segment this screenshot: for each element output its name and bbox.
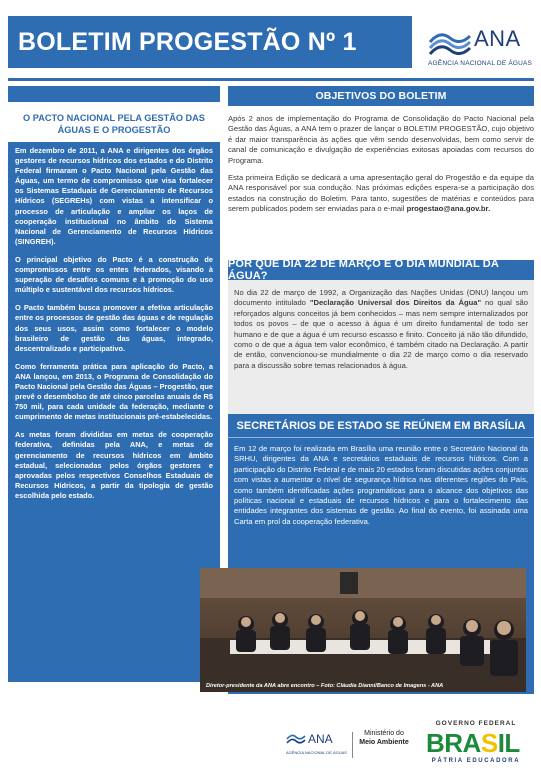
left-paragraph: O Pacto também busca promover a efetiva articulação entre os processos de gestão das águas e de regulação dos seus usos, assim como fortalecer o modelo brasileiro de gestão das águas, integrado, descentralizado e participativo. [15, 303, 213, 353]
secretarios-body: Em 12 de março foi realizada em Brasília uma reunião entre o Secretário Nacional da SRHU, dirigentes da ANA e secretários estaduais de recursos hídricos. Com a participação do Distrito Federal e de mais 20 estados foram discutidas ações conjuntas com vistas a aumentar o nível de segurança hídrica nas diferentes regiões do País, como também identificadas ações programáticas para o alcance dos objetivos das políticas nacional e estaduais de recursos hídricos e para o fortalecimento das entidades integrantes dos sistemas de gestão. Ao final do evento, foi assinada uma Carta em prol da cooperação federativa. [234, 444, 528, 526]
left-paragraph: Como ferramenta prática para aplicação do Pacto, a ANA lançou, em 2013, o Programa de Consolidação do Pacto Nacional pela Gestão das Águas – Progestão, que prevê o desembolso de até cinco parcelas anuais de R$ 750 mil, para cada unidade da federação, mediante o cumprimento de metas institucionais pré-estabelecidas. [15, 361, 213, 422]
objetivos-section [228, 86, 534, 222]
objetivos-paragraph-2 [228, 173, 534, 215]
brasil-part-1: BRA [426, 728, 481, 758]
meio-ambiente-label: Meio Ambiente [359, 738, 409, 746]
footer-ana-logo [286, 732, 346, 762]
ministerio-label: Ministério do [364, 730, 404, 737]
brasil-part-2: S [480, 728, 498, 758]
pacto-text-box [8, 142, 220, 682]
dia-agua-paragraph [234, 288, 528, 371]
objetivos-paragraph-1: Após 2 anos de implementação do Programa de Consolidação do Pacto Nacional pela Gestão das Águas, a ANA tem o prazer de lançar o BOLETIM PROGESTÃO, cujo objetivo é dar maior transparência às ações que vêm sendo desenvolvidas, bem como servir de canal de comunicação e divulgação de experiências exitosas apoiadas com recursos do Programa. [228, 114, 534, 165]
dia-agua-body [228, 280, 534, 371]
secretarios-title: SECRETÁRIOS DE ESTADO SE REÚNEM EM BRASÍLIA [228, 414, 534, 438]
left-top-bar [8, 86, 220, 102]
governo-federal-label: GOVERNO FEDERAL [435, 720, 517, 727]
left-paragraph: Em dezembro de 2011, a ANA e dirigentes dos órgãos gestores de recursos hídricos dos estados e do Distrito Federal firmaram o Pacto Nacional pela Gestão das Águas, um termo de compromisso que visa fortalecer os Sistemas Estaduais de Gerenciamento de Recursos Hídricos (SEGREHs) com vistas a intensificar o processo de articulação e ampliar os laços de cooperação institucional no âmbito do Sistema Nacional de Gerenciamento de Recursos Hídricos (SINGREH). [15, 146, 213, 246]
meeting-photo-image [200, 568, 526, 692]
governo-federal-logo [420, 720, 532, 766]
ana-logo-subtitle: AGÊNCIA NACIONAL DE ÁGUAS [428, 60, 533, 67]
footer-ana-subtitle: AGÊNCIA NACIONAL DE ÁGUAS [286, 750, 347, 755]
left-column [8, 86, 220, 682]
footer-water-wave-icon [286, 732, 306, 748]
dia-agua-section [228, 260, 534, 414]
left-paragraph: As metas foram divididas em metas de cooperação federativa, definidas pela ANA, e metas de gerenciamento de recursos hídricos em âmbito estadual, selecionadas pelos órgãos gestores e aprovadas pelos respectivos Conselhos Estaduais de Recursos Hídricos, a partir da tipologia de gestão escolhida pelo estado. [15, 430, 213, 500]
meeting-photo [200, 568, 526, 692]
photo-caption: Diretor-presidente da ANA abre encontro – Foto: Cláudia Dianni/Banco de Imagens - ANA [206, 683, 444, 689]
objetivos-body [228, 106, 534, 215]
page-title: BOLETIM PROGESTÃO Nº 1 [8, 16, 412, 68]
email-link[interactable]: progestao@ana.gov.br. [406, 204, 491, 214]
brasil-wordmark [426, 728, 520, 759]
dia-agua-title: POR QUE DIA 22 DE MARÇO É O DIA MUNDIAL DA ÁGUA? [228, 260, 534, 280]
objetivos-title: OBJETIVOS DO BOLETIM [228, 86, 534, 106]
objetivos-paragraph-2-text: Esta primeira Edição se dedicará a uma apresentação geral do Progestão e da equipe da ANA responsável por sua condução. Nas próximas edições espera-se a participação dos estados na construção do Boletim. Para tanto, sugestões de matérias e conteúdos para serem publicados podem ser enviadas para o e-mail [228, 173, 534, 214]
patria-educadora-label: PÁTRIA EDUCADORA [431, 758, 521, 764]
left-paragraph: O principal objetivo do Pacto é a construção de compromissos entre os entes federados, visando à superação de desafios comuns e à promoção do uso múltiplo e sustentável dos recursos hídricos. [15, 254, 213, 295]
declaration-title: "Declaração Universal dos Direitos da Água" [309, 298, 482, 308]
footer [0, 712, 541, 768]
ministerio-logo [356, 730, 412, 747]
footer-divider [352, 732, 353, 758]
ana-logo [428, 26, 538, 72]
water-wave-icon [428, 28, 472, 58]
left-heading: O PACTO NACIONAL PELA GESTÃO DAS ÁGUAS E O PROGESTÃO [23, 113, 205, 135]
dia-agua-text-c: no qual são reforçados alguns conceitos já bem conhecidos – mas nem sempre internalizados por todos os povos – de que o acesso à água é um direito fundamental de todo ser humano e de que a água é um recurso escasso e finito. Conceito já não tão difundido, como o de que a água tem valor econômico, é também citado na Declaração. A partir de então, convencionou-se mundialmente o dia 22 de março como o dia reservado para a discussão sobre temas relacionados à água. [234, 298, 528, 370]
dia-agua-text-a: No dia 22 de março de 1992, a Organização das Nações Unidas (ONU) lançou um documento intitulado [234, 288, 528, 308]
brasil-part-3: IL [497, 728, 520, 758]
footer-ana-name: ANA [308, 732, 333, 746]
ana-logo-name: ANA [474, 26, 521, 51]
header-rule [8, 78, 534, 81]
